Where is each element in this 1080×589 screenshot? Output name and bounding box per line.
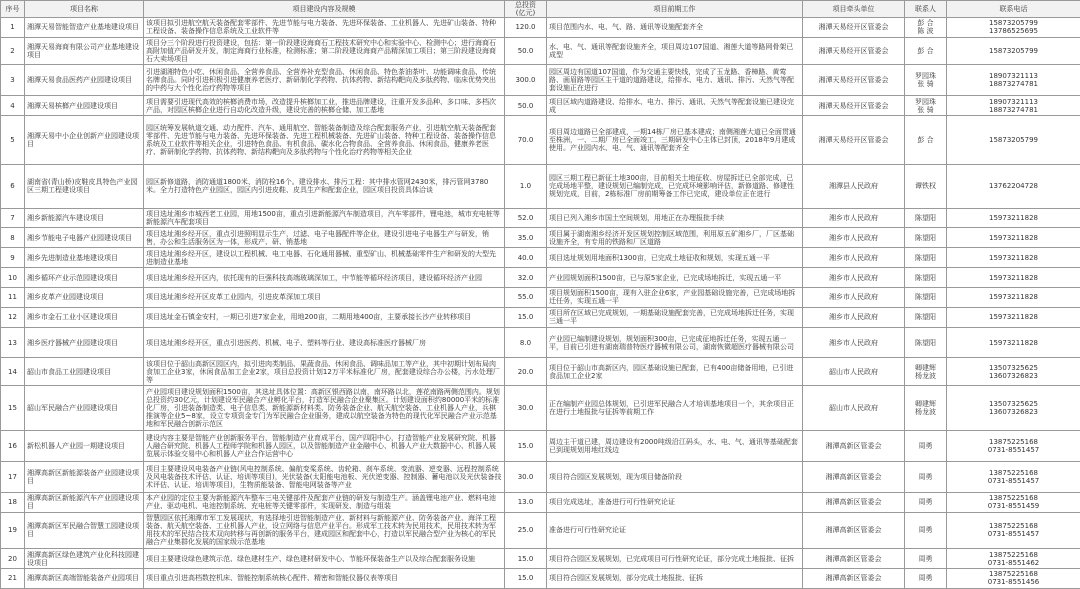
total-investment: 40.0 <box>505 248 547 268</box>
project-content: 项目选址湘乡经开区，重点引进照明显示生产，过滤、电子电器配件等企业，建设引进电子电器生产与研发，销售，办公和生活服务区为一体，形成产、研、销基地 <box>144 228 505 248</box>
contact-person: 彭 合 陈 波 <box>905 18 947 38</box>
project-name: 湘乡新能源汽车建设项目 <box>25 208 144 228</box>
header-investment: 总投资 (亿元) <box>505 1 547 18</box>
contact-person: 陈望阳 <box>905 307 947 327</box>
total-investment: 15.0 <box>505 568 547 588</box>
contact-person: 陈望阳 <box>905 208 947 228</box>
header-name: 项目名称 <box>25 1 144 18</box>
table-row <box>1 307 1080 327</box>
contact-person: 陈望阳 <box>905 327 947 358</box>
total-investment: 52.0 <box>505 208 547 228</box>
contact-phone: 13875225168 0731-8551462 <box>947 549 1080 569</box>
contact-phone: 15973211828 <box>947 228 1080 248</box>
header-content: 项目建设内容及规模 <box>144 1 505 18</box>
row-number: 16 <box>1 431 25 462</box>
project-name: 韶山军民融合产业园建设项目 <box>25 386 144 431</box>
project-content: 项目主要建设绿色建筑示范、绿色建材生产、绿色建材研发中心、节能环保装备生产以及综合配套服务设施 <box>144 549 505 569</box>
table-row <box>1 18 1080 38</box>
lead-unit: 湘潭高新区管委会 <box>803 568 905 588</box>
prep-work: 项目符合园区发展规划，部分完成土地报批、征拆 <box>547 568 803 588</box>
contact-phone: 15973211828 <box>947 268 1080 288</box>
project-name: 湘乡循环产业示范园建设项目 <box>25 268 144 288</box>
contact-phone: 13875225168 0731-8551457 <box>947 512 1080 548</box>
table-row <box>1 228 1080 248</box>
total-investment: 15.0 <box>505 307 547 327</box>
project-name: 湘乡皮革产业园建设项目 <box>25 287 144 307</box>
row-number: 2 <box>1 37 25 65</box>
header-no: 序号 <box>1 1 25 18</box>
project-content: 智慧园区依托湘潭市军工发展现状，有选择地引进智能制造产业、新材料与新能源产业、防务装备产业、海洋工程装备、航天航空装备、工业机器人产业，设立网络与信息产业平台。形成军工技术转为民用技术，民用技术转为军用技术的军民结合技术双向转移与再创新的服务平台，建成园区和配套中心，打造以军民融合型产业为核心的军民融合产业集群化发展的国家级示范基地 <box>144 512 505 548</box>
lead-unit: 韶山市人民政府 <box>803 386 905 431</box>
lead-unit: 韶山市人民政府 <box>803 358 905 386</box>
project-name: 新松机器人产业园一期建设项目 <box>25 431 144 462</box>
project-name: 湘乡先进制造业基地建设项目 <box>25 248 144 268</box>
prep-work: 项目完成选址，准备进行可行性研究论证 <box>547 492 803 512</box>
contact-phone: 13875225168 0731-8551456 <box>947 568 1080 588</box>
total-investment: 1.0 <box>505 164 547 208</box>
row-number: 8 <box>1 228 25 248</box>
lead-unit: 湘潭天易经开区管委会 <box>803 65 905 96</box>
table-row <box>1 208 1080 228</box>
row-number: 13 <box>1 327 25 358</box>
table-row <box>1 386 1080 431</box>
table-row <box>1 116 1080 165</box>
contact-phone: 15873205799 13786525695 <box>947 18 1080 38</box>
total-investment: 120.0 <box>505 18 547 38</box>
prep-work: 项目已列入湘乡市国土空间规划，用地正在办理报批手续 <box>547 208 803 228</box>
project-name: 湘潭高新区高端智能装备产业园项目 <box>25 568 144 588</box>
table-row <box>1 358 1080 386</box>
header-prep: 项目前期工作 <box>547 1 803 18</box>
lead-unit: 湘乡市人民政府 <box>803 248 905 268</box>
contact-phone: 15873205799 <box>947 37 1080 65</box>
total-investment: 30.0 <box>505 386 547 431</box>
prep-work: 项目规划面积1500亩，现有入驻企业6家，产业园基础设施完善，已完成场地拆迁任务，实现五通一平 <box>547 287 803 307</box>
project-content: 项目选址湘乡经开区内，依托现有的巨强科技高端玻璃深加工，中节能等循环经济项目，建设循环经济产业园 <box>144 268 505 288</box>
contact-phone: 13762204728 <box>947 164 1080 208</box>
contact-phone: 13507325625 13607326823 <box>947 358 1080 386</box>
total-investment: 15.0 <box>505 549 547 569</box>
lead-unit: 湘潭天易经开区管委会 <box>803 18 905 38</box>
project-name: 湖南省(青山桥)皮鞋皮具特色产业园区三期工程建设项目 <box>25 164 144 208</box>
table-row <box>1 248 1080 268</box>
table-row <box>1 327 1080 358</box>
table-row <box>1 268 1080 288</box>
prep-work: 正在编制产业园总体规划，已引进军民融合人才培训基地项目一个，其余项目正在进行土地报批与征拆等前期工作 <box>547 386 803 431</box>
lead-unit: 湘乡市人民政府 <box>803 208 905 228</box>
row-number: 18 <box>1 492 25 512</box>
contact-person: 周勇 <box>905 492 947 512</box>
prep-work: 准备进行可行性研究论证 <box>547 512 803 548</box>
contact-person: 周勇 <box>905 568 947 588</box>
project-name: 湘乡节能电子电器产业园建设项目 <box>25 228 144 248</box>
prep-work: 项目属于湖南湘乡经济开发区规划控制区域范围，利用原五矿湘乡厂，厂区基础设施齐全，有专用的铁路和厂区道路 <box>547 228 803 248</box>
project-content: 项目选址金石镇金安村，一期已引进7家企业，用地200亩，二期用地400亩，主要承接长沙产业转移项目 <box>144 307 505 327</box>
table-row <box>1 431 1080 462</box>
lead-unit: 湘潭高新区管委会 <box>803 512 905 548</box>
project-name: 湘潭天易海商有限公司产业基地建设项目 <box>25 37 144 65</box>
total-investment: 13.0 <box>505 492 547 512</box>
contact-person: 陈望阳 <box>905 228 947 248</box>
project-content: 产业园项目建设规划面积1500亩，其选址具体位置：高新区银西路以南，南环路以北，莲花南路两侧范围内。规划总投资约30亿元，计划建设军民融合产业孵化平台，打造军民融合企业聚集区。计划建设面积约80000平米的标准化厂房，引进装备制造类、电子信息类、新能源新材料类、防务装备企业、航天航空装备、工业机器人产业，兵棋推演等企业5~8家，设立专项资金专门为军民融合企业服务，建成以航空装备为特色的现代化军民融合产业示范基地和军民融合创新示范区 <box>144 386 505 431</box>
table-row <box>1 568 1080 588</box>
prep-work: 产业园已编制建设规划，规划面积300亩，已完成征地拆迁任务，实现五通一平，目前已引进有湖南瑞普特医疗器械有限公司，湖南恢微超医疗器械有限公司 <box>547 327 803 358</box>
contact-person: 谭铁权 <box>905 164 947 208</box>
total-investment: 15.0 <box>505 431 547 462</box>
project-name: 湘潭高新区军民融合智慧工园建设项目 <box>25 512 144 548</box>
table-row <box>1 37 1080 65</box>
contact-phone: 13875225168 0731-8551459 <box>947 492 1080 512</box>
contact-phone: 15973211828 <box>947 208 1080 228</box>
total-investment: 300.0 <box>505 65 547 96</box>
header-phone: 联系电话 <box>947 1 1080 18</box>
project-content: 项目重点引进高档数控机床、智能控制系统核心配件、精密和智能仪器仪表等项目 <box>144 568 505 588</box>
row-number: 10 <box>1 268 25 288</box>
prep-work: 园区周边有国道107国道，作为交通主要快线，完成了玉龙路、香樟路、黄莺路、画眉路等园区主干道的道路建设，给排水、电力、通讯、排污、天然气等配套设施正在进行 <box>547 65 803 96</box>
table-row <box>1 492 1080 512</box>
table-row <box>1 462 1080 493</box>
contact-phone: 15973211828 <box>947 327 1080 358</box>
table-header-row <box>1 1 1080 18</box>
lead-unit: 湘乡市人民政府 <box>803 307 905 327</box>
contact-person: 周勇 <box>905 512 947 548</box>
contact-person: 陈望阳 <box>905 248 947 268</box>
contact-person: 彭 合 <box>905 116 947 165</box>
project-content: 项目选址湘乡经开区，重点引进医药、机械、电子、塑料等行业、建设高标准医疗器械厂房 <box>144 327 505 358</box>
contact-phone: 15973211828 <box>947 287 1080 307</box>
project-content: 项目选址湘乡经开区，建设以工程机械、电工电器、石化通用器械、重型矿山、机械基础零件生产和研发的大型先进制造业基地 <box>144 248 505 268</box>
project-name: 湘潭天易智能智造产业基地建设项目 <box>25 18 144 38</box>
prep-work: 项目范围内水、电、气、路、通讯等设施配套齐全 <box>547 18 803 38</box>
row-number: 17 <box>1 462 25 493</box>
project-name: 湘潭天易食品医药产业园建设项目 <box>25 65 144 96</box>
project-content: 该项目拟引进航空航天装备配套零部件、先进节能与电力装备、先进环保装备、工业机器人、先进矿山装备、特种工程设备、装备操作信息系统及工业软件等 <box>144 18 505 38</box>
lead-unit: 湘潭高新区管委会 <box>803 431 905 462</box>
total-investment: 30.0 <box>505 462 547 493</box>
row-number: 12 <box>1 307 25 327</box>
contact-phone: 13875225168 0731-8551457 <box>947 431 1080 462</box>
project-content: 园区统筹发展轨道交通、动力配件、汽车、通用航空、智能装备制造及综合配套服务产业，引进航空航天装备配套零部件、先进节能与电力装备、先进环保装备、先进工程机械装备、先进矿山装备、特种工程设备、装备操作信息系统及工业软件等相关企业，引进特色食品、有机食品、碳水化合物食品、全营养食品、休闲食品，健康养老医疗、新研制化学药物、抗体药物、新结构靶向及多肽药物与个性化治疗药物等相关企业 <box>144 116 505 165</box>
table-body <box>1 18 1080 589</box>
table-row <box>1 512 1080 548</box>
total-investment: 70.0 <box>505 116 547 165</box>
header-unit: 项目牵头单位 <box>803 1 905 18</box>
contact-person: 陈望阳 <box>905 268 947 288</box>
row-number: 15 <box>1 386 25 431</box>
contact-person: 周勇 <box>905 549 947 569</box>
project-content: 项目分三个阶段进行投资建设，包括：第一阶段建设海商石工程技术研究中心和实验中心、检测中心；进行海商石高附加值产品研发开发，制定海商行业标准，检测标准；第二阶段建设海商产品精深加工项目；第三阶段建设海商石大卖场项目 <box>144 37 505 65</box>
prep-work: 项目符合园区发展规划，现为项目储备阶段 <box>547 462 803 493</box>
prep-work: 水、电、气、通讯等配套设施齐全，项目周边107国道、湘莲大道等路网骨架已成型 <box>547 37 803 65</box>
project-name: 湘潭高新区新能源装备产业园建设项目 <box>25 462 144 493</box>
table-row <box>1 96 1080 116</box>
project-content: 项目选址湘乡市城西老工业园，用地1500亩，重点引进新能源汽车制造项目，汽车零部件，锂电池，城市充电桩等新能源汽车配套项目 <box>144 208 505 228</box>
project-content: 引进湖湘特色小吃、休闲食品、全营养食品、全营养补充型食品、休闲食品、特色茶油茶叶、功能调味食品、传统名牌食品。同时引进积极引进健康养老医疗、新研制化学药物、抗体药物、新结构靶向及多肽药物、临床优势突出的中药与大个性化治疗药物等项目 <box>144 65 505 96</box>
total-investment: 20.0 <box>505 358 547 386</box>
contact-person: 周勇 <box>905 462 947 493</box>
table-row <box>1 65 1080 96</box>
contact-phone: 18907321113 18873274781 <box>947 65 1080 96</box>
project-name: 湘潭天易槟榔产业园建设项目 <box>25 96 144 116</box>
lead-unit: 湘潭天易经开区管委会 <box>803 37 905 65</box>
lead-unit: 湘潭天易经开区管委会 <box>803 96 905 116</box>
contact-person: 罗园珠 张 骑 <box>905 96 947 116</box>
total-investment: 8.0 <box>505 327 547 358</box>
row-number: 19 <box>1 512 25 548</box>
header-contact: 联系人 <box>905 1 947 18</box>
row-number: 21 <box>1 568 25 588</box>
lead-unit: 湘乡市人民政府 <box>803 268 905 288</box>
lead-unit: 湘潭高新区管委会 <box>803 492 905 512</box>
contact-person: 周勇 <box>905 431 947 462</box>
table-row <box>1 164 1080 208</box>
lead-unit: 湘潭县人民政府 <box>803 164 905 208</box>
project-content: 项目选址湘乡经开区皮革工业园内，引进皮革深加工项目 <box>144 287 505 307</box>
lead-unit: 湘潭高新区管委会 <box>803 462 905 493</box>
total-investment: 25.0 <box>505 512 547 548</box>
total-investment: 32.0 <box>505 268 547 288</box>
contact-phone: 15973211828 <box>947 307 1080 327</box>
prep-work: 周边主干道已建，周边建设有2000吨级沿江码头，水、电、气、通讯等基础配套已到现规划用地红线边 <box>547 431 803 462</box>
row-number: 20 <box>1 549 25 569</box>
table-row <box>1 287 1080 307</box>
row-number: 1 <box>1 18 25 38</box>
row-number: 9 <box>1 248 25 268</box>
lead-unit: 湘潭天易经开区管委会 <box>803 116 905 165</box>
prep-work: 项目区域内道路建设、给排水、电力、排污、通讯、天然气等配套设施已建设完成 <box>547 96 803 116</box>
contact-person: 卿建辉 杨龙波 <box>905 358 947 386</box>
contact-person: 彭 合 <box>905 37 947 65</box>
row-number: 4 <box>1 96 25 116</box>
table-row <box>1 549 1080 569</box>
project-name: 韶山市食品工业园建设项目 <box>25 358 144 386</box>
row-number: 6 <box>1 164 25 208</box>
contact-person: 罗园珠 张 骑 <box>905 65 947 96</box>
prep-work: 项目符合园区发展规划，已完成项目可行性研究论证，部分完成土地报批、征拆 <box>547 549 803 569</box>
project-name: 湘潭高新区绿色建筑产业化科技园建设项目 <box>25 549 144 569</box>
row-number: 5 <box>1 116 25 165</box>
row-number: 3 <box>1 65 25 96</box>
contact-phone: 15873205799 <box>947 116 1080 165</box>
contact-person: 陈望阳 <box>905 287 947 307</box>
prep-work: 产业园规划面积1500亩，已与原5家企业，已完成场地拆迁，实现五通一平 <box>547 268 803 288</box>
prep-work: 项目所在区域已完成规划，一期基础设施配套完善，已完成场地拆迁任务，实现三通一平 <box>547 307 803 327</box>
lead-unit: 湘潭高新区管委会 <box>803 549 905 569</box>
total-investment: 50.0 <box>505 37 547 65</box>
lead-unit: 湘乡市人民政府 <box>803 287 905 307</box>
row-number: 7 <box>1 208 25 228</box>
project-name: 湘潭高新区新能源汽车产业园建设项目 <box>25 492 144 512</box>
project-name: 湘乡市金石工业小区建设项目 <box>25 307 144 327</box>
project-content: 本产业园的定位主要为新能源汽车整车三电关键部件及配套产业链的研发与制造生产。涵盖锂电池产业、燃料电池产业、驱动电机、电池控制系统、充电桩等关键零部件，实现研发、制造与组装 <box>144 492 505 512</box>
contact-phone: 13875225168 0731-8551457 <box>947 462 1080 493</box>
project-name: 湘潭天易中小企业创新产业园建设项目 <box>25 116 144 165</box>
contact-phone: 13507325625 13607326823 <box>947 386 1080 431</box>
lead-unit: 湘乡市人民政府 <box>803 327 905 358</box>
prep-work: 项目位于韶山市高新区内，园区基础设施已配套，已有400亩储备用地，已引进食品加工企业2家 <box>547 358 803 386</box>
total-investment: 50.0 <box>505 96 547 116</box>
prep-work: 项目选址规划用地面积1300亩，已完成土地征收和规划，实现五通一平 <box>547 248 803 268</box>
lead-unit: 湘乡市人民政府 <box>803 228 905 248</box>
prep-work: 项目周边道路已全部建成，一期14栋厂房已基本建成；南侧湘莲大道已全面贯通至株洲，一、二期厂房已全面竣工，三期研发中心主体已封顶，2018年9月建成使用。产业园内水、电、气、通讯等配套齐全 <box>547 116 803 165</box>
prep-work: 园区三期工程已新征土地300亩，目前相关土地征收、房屋拆迁已全部完成，已完成场地平整，建设规划已编制完成，已完成环境影响评估，新修道路、修建性规划完成，目前，2栋标准厂房前期筹备工作已完成，建设单位正在进行 <box>547 164 803 208</box>
total-investment: 55.0 <box>505 287 547 307</box>
row-number: 11 <box>1 287 25 307</box>
contact-person: 卿建辉 杨龙波 <box>905 386 947 431</box>
contact-phone: 18907321113 18873274781 <box>947 96 1080 116</box>
project-content: 项目需要引进现代高效的槟榔消费市场，改造提升槟榔加工业，推进品牌建设，注重开发多品种、多口味、多档次产品，对园区槟榔企业进行自动化改造升级，建设完善的槟榔仓储、加工基地 <box>144 96 505 116</box>
project-content: 建设内容主要是智能产业创新服务平台，智能制造产业育成平台，国产四阳中心，打造智能产业发展研究院、机器人融合研究院、机器人工程师学院和机器人园区，以及智能制造产业金融中心、机器人产业大数据中心、机器人展览展示体验交易中心和机器人产业合作运营中心 <box>144 431 505 462</box>
project-content: 项目主要建设风电装备产业链(风电控制系统、偏航变桨系统、齿轮箱、刹车系统、变流器、逆变器、远程控制系统及风电装备技术评估、认证、培训等项目)，光伏装备(太阳能电池板、光伏逆变器、控制器、蓄电池以及光伏装备技术评估、认证、培训等项目)，生物质能装备、智能电网装备等产业 <box>144 462 505 493</box>
project-content: 该项目位于韶山高新区园区内，拟引进肉类制品、果蔬食品、休闲食品、调味品加工等产业，其中初期计划布局肉食加工企业3家，休闲食品加工企业2家，项目总投资计划12万平米标准化厂房，配套建设综合办公楼，污水处理厂等 <box>144 358 505 386</box>
total-investment: 35.0 <box>505 228 547 248</box>
contact-phone: 15973211828 <box>947 248 1080 268</box>
project-content: 园区新修道路，消防通道1800米、消防栓16个。建设排水、排污工程：其中排水管网2430米，排污管网3780米。全力打造特色产业园区，园区内引进皮鞋、皮具生产和配套企业，园区项目投资具体洽谈 <box>144 164 505 208</box>
project-name: 湘乡医疗器械产业园建设项目 <box>25 327 144 358</box>
row-number: 14 <box>1 358 25 386</box>
